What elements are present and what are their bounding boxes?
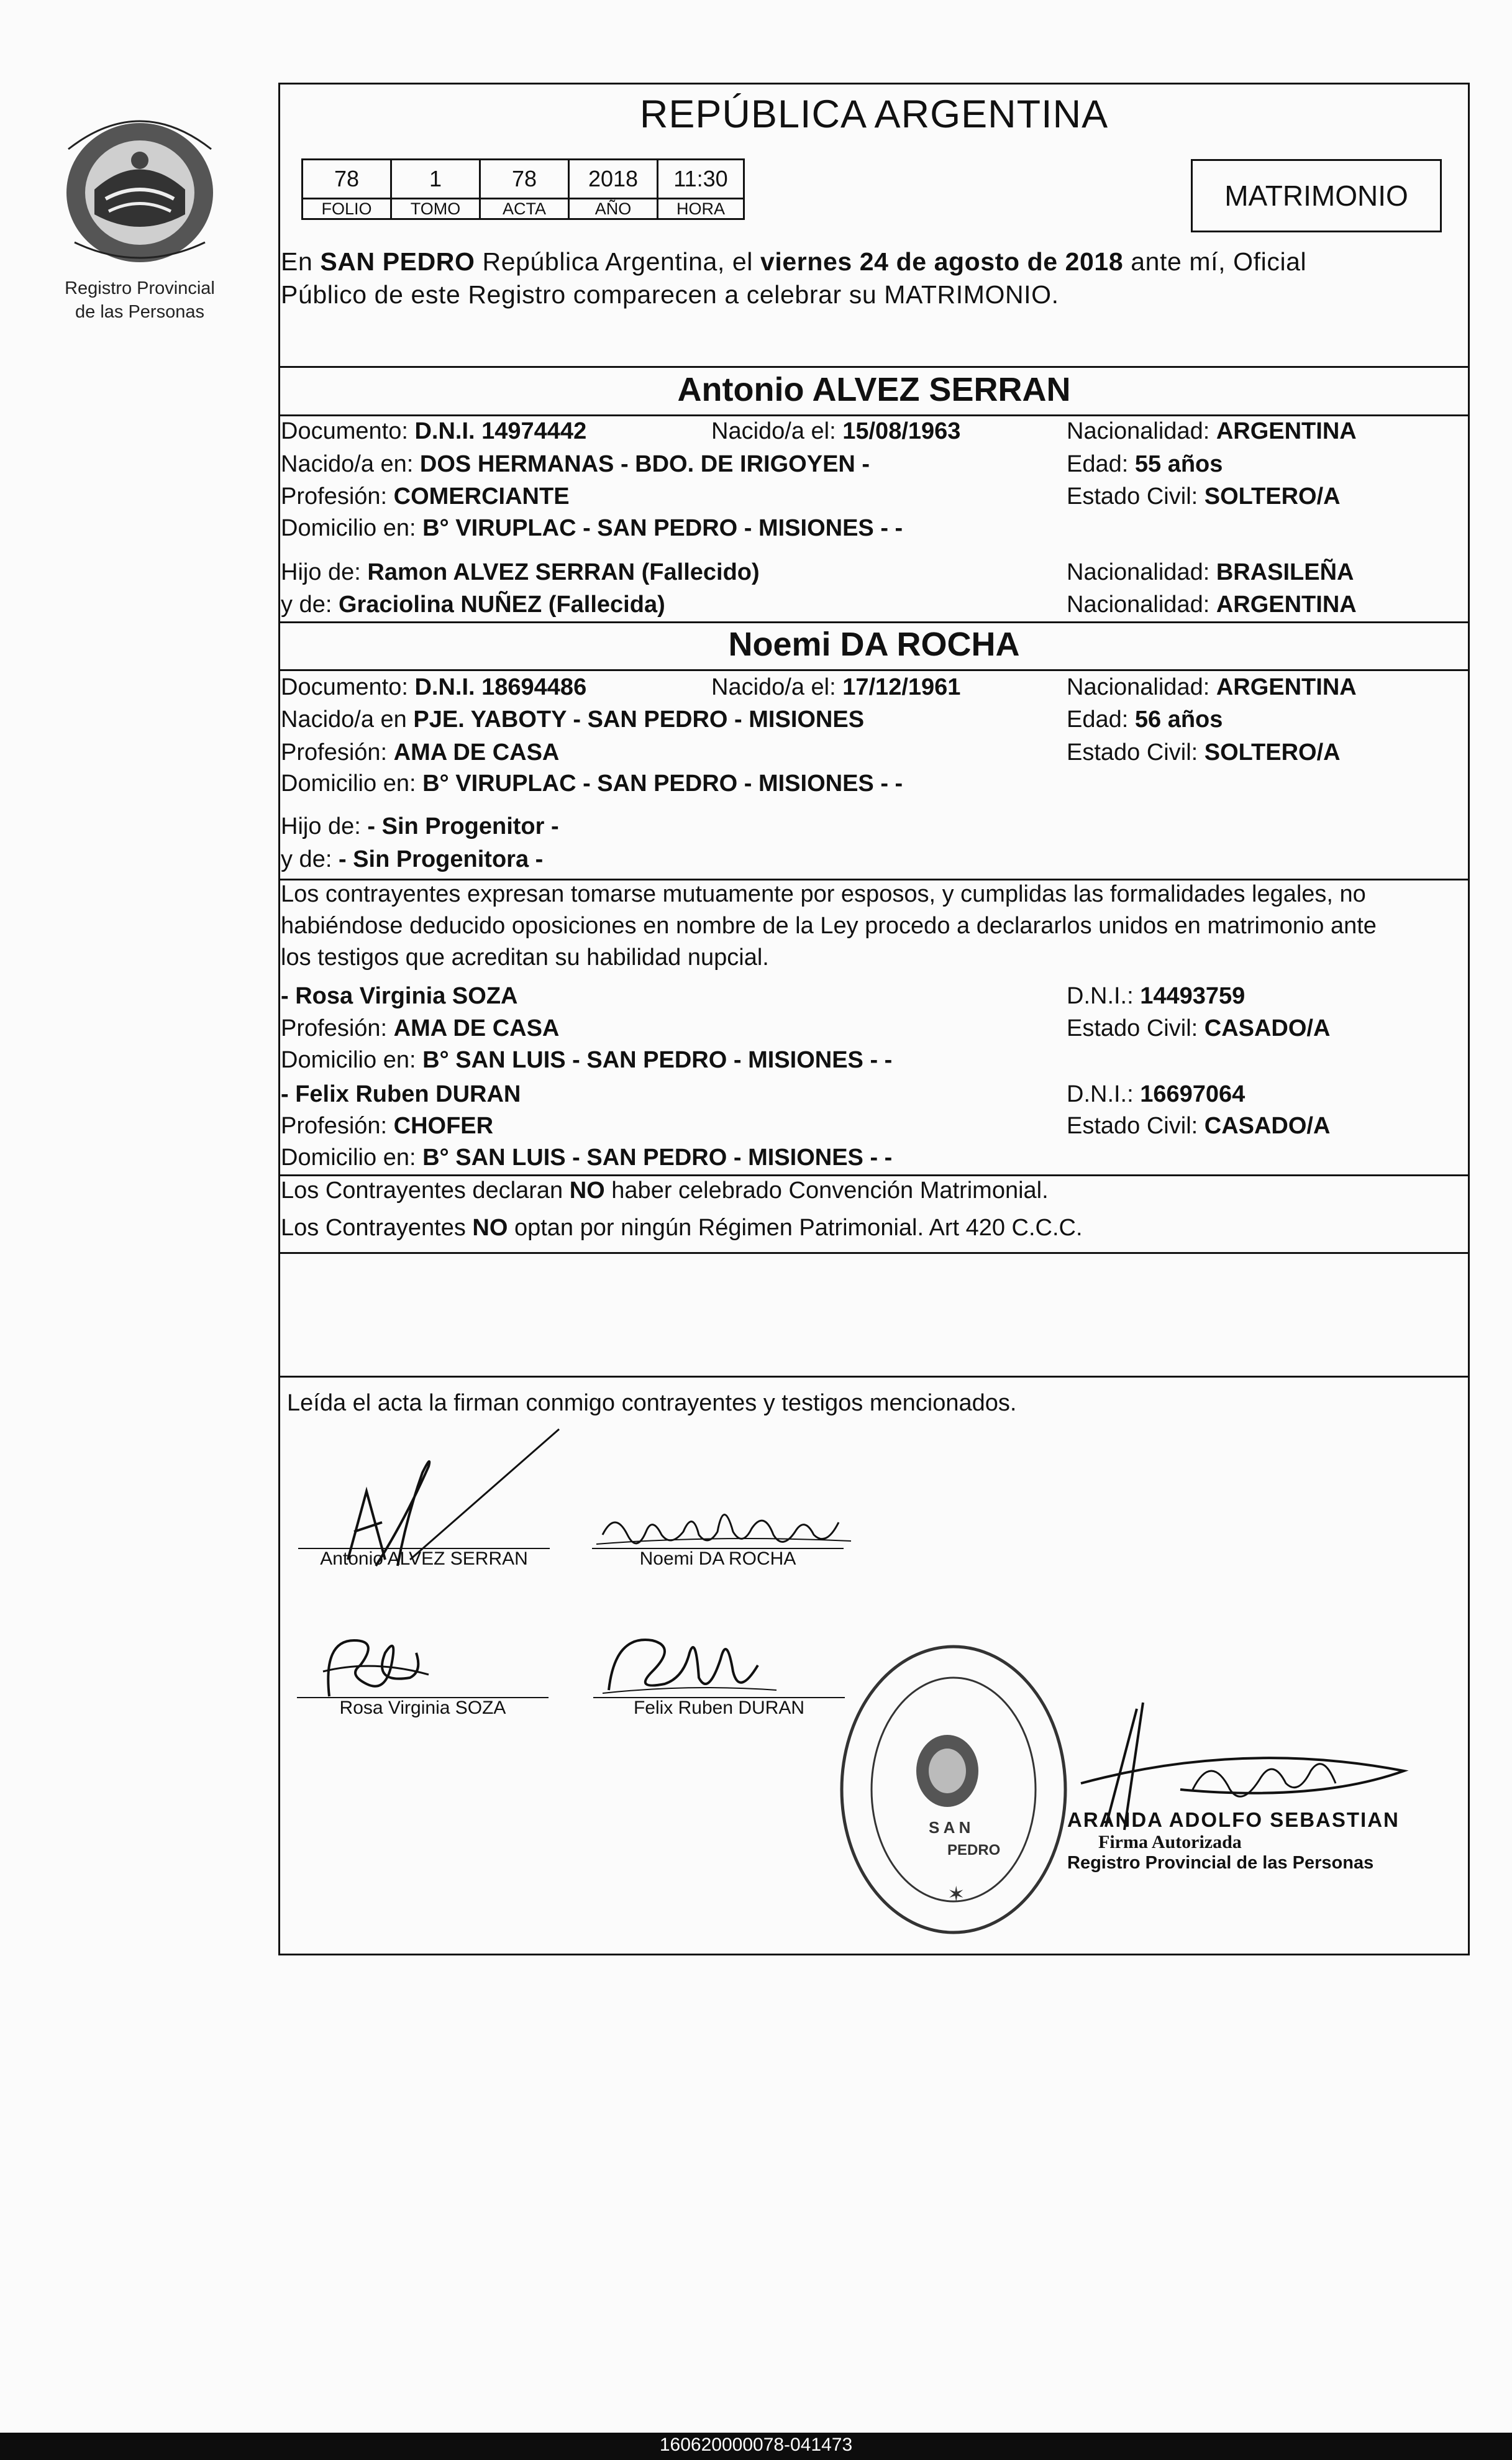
caption-line-1: Registro Provincial [65, 278, 215, 298]
spouse1-documento [281, 418, 586, 445]
official-round-stamp [836, 1640, 1072, 1939]
witness2-dni [1067, 1081, 1245, 1108]
field-label: Domicilio en: [281, 1145, 423, 1171]
divider [278, 414, 1470, 416]
field-value: CASADO/A [1204, 1113, 1331, 1139]
witness1-name [281, 983, 517, 1010]
declaration-line-1: Los contrayentes expresan tomarse mutuamente por esposos, y cumplidas las formalidades legales, no [281, 881, 1366, 907]
spouse2-edad [1067, 706, 1223, 733]
svg-text:PEDRO: PEDRO [947, 1842, 1001, 1859]
field-label: Profesión: [281, 1113, 394, 1139]
spouse2-estado-civil [1067, 739, 1341, 766]
spouse1-nacido-el [711, 418, 960, 445]
spouse1-profesion [281, 483, 570, 510]
field-value: AMA DE CASA [393, 739, 560, 766]
field-label: Domicilio en: [281, 515, 423, 541]
field-label: Domicilio en: [281, 1047, 423, 1073]
convention-text: haber celebrado Convención Matrimonial. [604, 1177, 1049, 1204]
field-value: COMERCIANTE [393, 483, 570, 510]
spouse2-nacionalidad [1067, 674, 1357, 701]
intro-line-1 [281, 247, 1306, 277]
footer-code: 160620000078-041473 [659, 2435, 853, 2455]
spouse1-domicilio [281, 515, 903, 542]
divider [278, 1252, 1470, 1254]
field-value: B° VIRUPLAC - SAN PEDRO - MISIONES - - [422, 515, 903, 541]
spouse1-estado-civil [1067, 483, 1341, 510]
spouse2-documento [281, 674, 586, 701]
hora-value: 11:30 [658, 160, 744, 199]
field-label: Nacionalidad: [1067, 418, 1216, 444]
logo-caption [37, 277, 242, 324]
field-value: - Sin Progenitora - [338, 846, 544, 872]
page-title: REPÚBLICA ARGENTINA [639, 93, 1109, 136]
spouse1-nacido-en [281, 451, 870, 478]
field-value: Ramon ALVEZ SERRAN (Fallecido) [367, 559, 760, 585]
field-label: Estado Civil: [1067, 1015, 1205, 1041]
field-label: Nacido/a el: [711, 674, 843, 700]
ano-value: 2018 [569, 160, 658, 199]
spouse2-madre [281, 846, 543, 873]
field-label: y de: [281, 592, 339, 618]
spouse2-nacido-en [281, 706, 864, 733]
spouse1-edad [1067, 451, 1223, 478]
field-label: Estado Civil: [1067, 739, 1205, 766]
intro-place: SAN PEDRO [320, 247, 475, 276]
field-value: BRASILEÑA [1216, 559, 1354, 585]
intro-text: República Argentina, el [475, 247, 760, 276]
witness1-domicilio [281, 1047, 892, 1074]
field-label: Nacionalidad: [1067, 559, 1216, 585]
field-label: Documento: [281, 418, 415, 444]
signature-caption-3: Rosa Virginia SOZA [339, 1698, 506, 1718]
acta-label: ACTA [480, 199, 569, 219]
record-table [301, 158, 745, 220]
field-value: ARGENTINA [1216, 592, 1357, 618]
spouse1-padre-nacionalidad [1067, 559, 1354, 586]
field-label: y de: [281, 846, 339, 872]
spouse1-name: Antonio ALVEZ SERRAN [677, 371, 1071, 408]
field-label: Nacionalidad: [1067, 592, 1216, 618]
intro-text: En [281, 247, 321, 276]
field-label: Edad: [1067, 451, 1135, 477]
spouse2-profesion [281, 739, 559, 766]
field-label: Profesión: [281, 1015, 394, 1041]
field-label: Hijo de: [281, 559, 368, 585]
field-label: Estado Civil: [1067, 1113, 1205, 1139]
signature-caption-2: Noemi DA ROCHA [639, 1548, 796, 1569]
witness1-profesion [281, 1015, 559, 1042]
field-value: - Rosa Virginia SOZA [281, 983, 518, 1009]
convention-line-2 [281, 1215, 1083, 1241]
hora-label: HORA [658, 199, 744, 219]
field-value: Graciolina NUÑEZ (Fallecida) [338, 592, 665, 618]
field-label: Documento: [281, 674, 415, 700]
field-value: ARGENTINA [1216, 674, 1357, 700]
spouse2-padre [281, 813, 559, 840]
field-label: Domicilio en: [281, 770, 423, 797]
spouse1-madre [281, 592, 665, 618]
tomo-label: TOMO [391, 199, 480, 219]
field-label: Nacido/a en: [281, 451, 420, 477]
intro-text: ante mí, Oficial [1123, 247, 1307, 276]
field-value: 16697064 [1140, 1081, 1246, 1107]
ano-label: AÑO [569, 199, 658, 219]
signature-caption-1: Antonio ALVEZ SERRAN [320, 1548, 528, 1569]
spouse2-nacido-el [711, 674, 960, 701]
field-value: 17/12/1961 [842, 674, 961, 700]
divider [278, 621, 1470, 623]
field-value: SOLTERO/A [1204, 739, 1341, 766]
field-value: B° VIRUPLAC - SAN PEDRO - MISIONES - - [422, 770, 903, 797]
intro-date: viernes 24 de agosto de 2018 [760, 247, 1124, 276]
witness2-name [281, 1081, 521, 1108]
intro-line-2: Público de este Registro comparecen a celebrar su MATRIMONIO. [281, 280, 1059, 309]
field-value: B° SAN LUIS - SAN PEDRO - MISIONES - - [422, 1047, 893, 1073]
field-value: B° SAN LUIS - SAN PEDRO - MISIONES - - [422, 1145, 893, 1171]
witness2-domicilio [281, 1145, 892, 1171]
field-value: 15/08/1963 [842, 418, 961, 444]
divider [278, 1376, 1470, 1378]
witness1-dni [1067, 983, 1245, 1010]
divider [278, 879, 1470, 880]
field-label: D.N.I.: [1067, 1081, 1141, 1107]
witness2-profesion [281, 1113, 493, 1140]
official-name: ARANDA ADOLFO SEBASTIAN [1067, 1808, 1400, 1831]
field-label: Edad: [1067, 706, 1135, 733]
signature-felix [596, 1616, 783, 1709]
declaration-line-2: habiéndose deducido oposiciones en nombre de la Ley procedo a declararlos unidos en matrimonio ante [281, 913, 1377, 939]
divider [278, 669, 1470, 671]
convention-no: NO [472, 1215, 508, 1241]
acta-value: 78 [480, 160, 569, 199]
convention-line-1 [281, 1177, 1049, 1204]
witness1-estado-civil [1067, 1015, 1330, 1042]
field-value: ARGENTINA [1216, 418, 1357, 444]
spouse2-domicilio [281, 770, 903, 797]
spouse1-madre-nacionalidad [1067, 592, 1357, 618]
field-value: D.N.I. 18694486 [414, 674, 587, 700]
field-value: CHOFER [393, 1113, 494, 1139]
field-label: Hijo de: [281, 813, 368, 839]
official-authorized: Firma Autorizada [1098, 1832, 1242, 1852]
field-value: - Sin Progenitor - [367, 813, 559, 839]
folio-value: 78 [303, 160, 391, 199]
province-seal-logo [56, 112, 224, 267]
field-label: D.N.I.: [1067, 983, 1141, 1009]
field-value: PJE. YABOTY - SAN PEDRO - MISIONES [413, 706, 865, 733]
field-value: 14493759 [1140, 983, 1246, 1009]
caption-line-2: de las Personas [75, 302, 204, 322]
divider [278, 1174, 1470, 1176]
svg-text:✶: ✶ [947, 1883, 965, 1906]
witness2-estado-civil [1067, 1113, 1330, 1140]
tomo-value: 1 [391, 160, 480, 199]
field-label: Estado Civil: [1067, 483, 1205, 510]
signature-rosa [311, 1616, 435, 1709]
spouse2-name: Noemi DA ROCHA [728, 626, 1020, 663]
convention-text: optan por ningún Régimen Patrimonial. Art 420 C.C.C. [508, 1215, 1083, 1241]
act-type-box: MATRIMONIO [1191, 159, 1442, 232]
declaration-line-3: los testigos que acreditan su habilidad nupcial. [281, 944, 769, 971]
convention-no: NO [569, 1177, 605, 1204]
field-label: Profesión: [281, 483, 394, 510]
convention-text: Los Contrayentes [281, 1215, 473, 1241]
official-registry: Registro Provincial de las Personas [1067, 1853, 1374, 1873]
field-value: D.N.I. 14974442 [414, 418, 587, 444]
field-value: AMA DE CASA [393, 1015, 560, 1041]
spouse1-nacionalidad [1067, 418, 1357, 445]
closing-text: Leída el acta la firman conmigo contrayentes y testigos mencionados. [287, 1390, 1017, 1416]
folio-label: FOLIO [303, 199, 391, 219]
field-label: Profesión: [281, 739, 394, 766]
field-label: Nacido/a el: [711, 418, 843, 444]
field-label: Nacionalidad: [1067, 674, 1216, 700]
field-value: 56 años [1134, 706, 1223, 733]
field-value: 55 años [1134, 451, 1223, 477]
convention-text: Los Contrayentes declaran [281, 1177, 570, 1204]
spouse1-padre [281, 559, 760, 586]
official-stamp-text [1067, 1808, 1400, 1873]
field-value: CASADO/A [1204, 1015, 1331, 1041]
field-value: - Felix Ruben DURAN [281, 1081, 521, 1107]
divider [278, 366, 1470, 368]
svg-text:S A N: S A N [929, 1818, 971, 1837]
field-value: DOS HERMANAS - BDO. DE IRIGOYEN - [419, 451, 870, 477]
field-label: Nacido/a en [281, 706, 414, 733]
field-value: SOLTERO/A [1204, 483, 1341, 510]
signature-caption-4: Felix Ruben DURAN [633, 1698, 805, 1718]
